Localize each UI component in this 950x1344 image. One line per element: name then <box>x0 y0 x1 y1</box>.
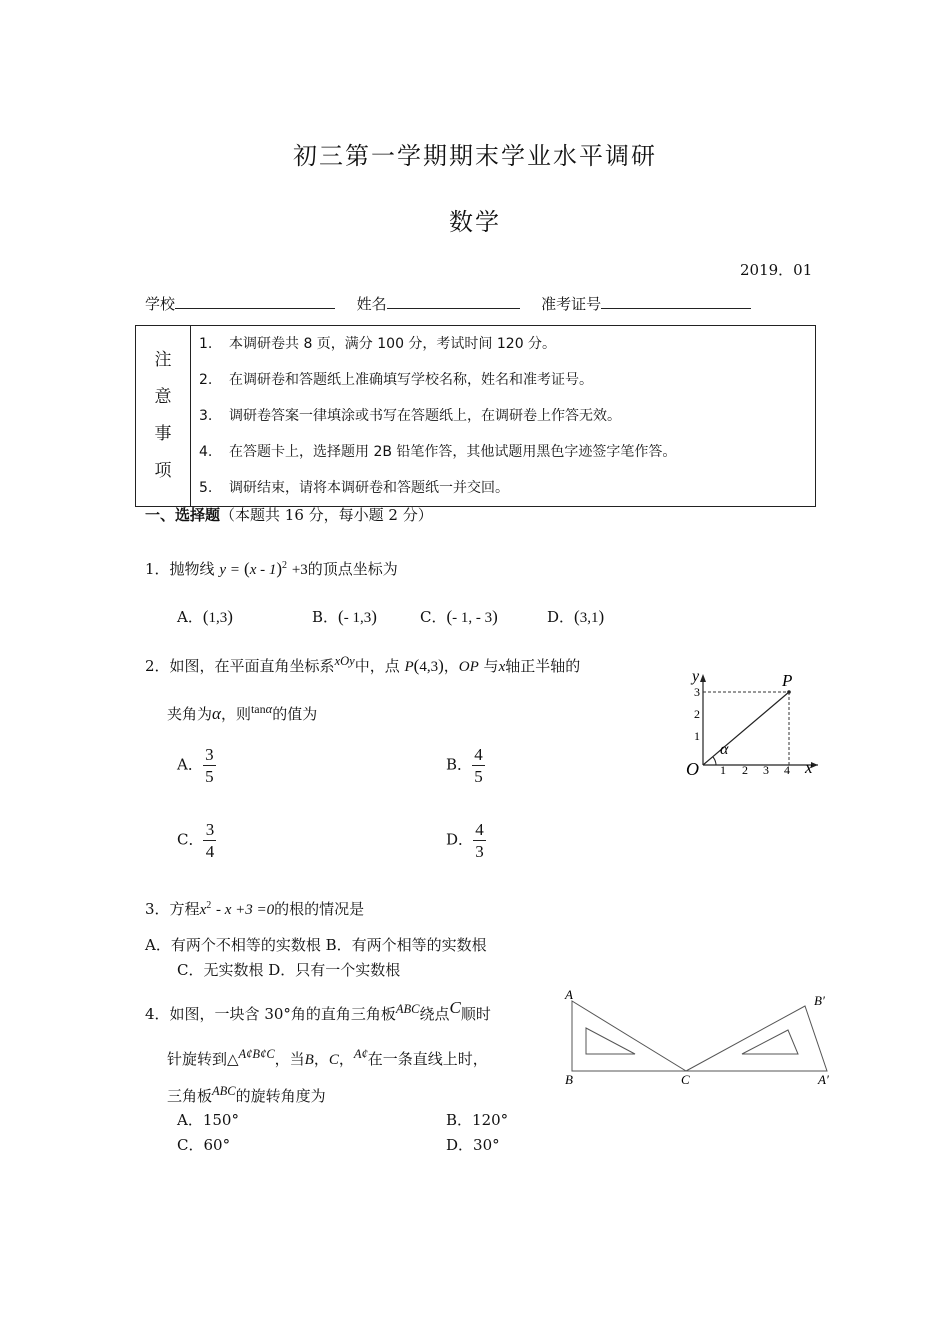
q4-option-b[interactable]: B．120° <box>446 1111 509 1129</box>
notice-box <box>135 325 816 507</box>
label-c: C <box>681 1072 690 1087</box>
p-label: P <box>782 671 793 690</box>
point-p <box>787 690 791 694</box>
q3-options-line1[interactable]: A．有两个不相等的实数根 B．有两个相等的实数根 <box>145 936 487 954</box>
subject-title: 数学 <box>449 208 501 236</box>
school-blank[interactable] <box>175 294 335 309</box>
section-heading: 一、选择题（本题共 16 分，每小题 2 分） <box>145 506 433 524</box>
label-b: B <box>565 1072 573 1087</box>
q4-triangle-figure <box>560 985 840 1090</box>
q2-option-d[interactable]: D． $\frac{4}{3}$ <box>446 820 486 861</box>
x-axis-label: x <box>805 758 813 777</box>
label-a-prime: A′ <box>818 1072 829 1087</box>
x-tick: 1 <box>720 763 726 777</box>
q1-option-b[interactable]: B．(- 1,3) <box>312 607 377 626</box>
q4-option-d[interactable]: D．30° <box>446 1136 500 1154</box>
question-4-line2: 针旋转到△$^{A¢B¢C}$，当B，C，$^{A¢}$在一条直线上时， <box>167 1047 488 1068</box>
x-tick: 3 <box>763 763 769 777</box>
y-tick: 2 <box>694 707 700 721</box>
exam-id-label: 准考证号 <box>541 295 602 313</box>
question-2-line2: 夹角为α，则$^{tan\alpha}$的值为 <box>167 702 318 723</box>
notice-label: 注 意 事 项 <box>136 326 191 507</box>
info-fields <box>145 293 751 314</box>
notice-item: 1. 本调研卷共 8 页，满分 100 分，考试时间 120 分。 <box>191 326 816 363</box>
x-tick: 2 <box>742 763 748 777</box>
q2-coordinate-figure <box>678 665 828 780</box>
q2-option-b[interactable]: B． $\frac{4}{5}$ <box>446 745 485 786</box>
q1-option-c[interactable]: C．(- 1, - 3) <box>420 607 498 626</box>
q1-option-d[interactable]: D．(3,1) <box>547 607 605 626</box>
question-4: 4．如图，一块含 30°角的直角三角板$^{ABC}$绕点$^C$顺时 <box>145 998 491 1023</box>
question-1: 1．抛物线 y = (x - 1)$^2$ +3的顶点坐标为 <box>145 559 398 578</box>
exam-title: 初三第一学期期末学业水平调研 <box>293 142 657 170</box>
notice-item: 5. 调研结束，请将本调研卷和答题纸一并交回。 <box>191 470 816 507</box>
exam-id-blank[interactable] <box>601 294 751 309</box>
name-blank[interactable] <box>387 294 520 309</box>
q1-option-a[interactable]: A．(1,3) <box>177 607 233 626</box>
alpha-label: α <box>720 741 729 758</box>
q4-option-c[interactable]: C．60° <box>177 1136 231 1154</box>
segment-op <box>703 692 789 765</box>
x-tick: 4 <box>784 763 790 777</box>
triangle-abc <box>572 1001 686 1071</box>
angle-arc <box>713 757 716 765</box>
y-axis-arrow <box>700 674 706 682</box>
y-tick: 1 <box>694 729 700 743</box>
question-4-line3: 三角板$^{ABC}$的旋转角度为 <box>167 1084 326 1105</box>
label-b-prime: B′ <box>814 993 825 1008</box>
triangle-rotated-hole <box>742 1030 798 1054</box>
school-label: 学校 <box>145 295 176 313</box>
triangle-a-prime-b-prime-c <box>686 1006 827 1071</box>
triangle-abc-hole <box>586 1028 635 1054</box>
question-3: 3．方程$x^2 - x +3 =0$的根的情况是 <box>145 900 365 918</box>
question-2: 2．如图，在平面直角坐标系$^{xOy}$中，点 P(4,3)，OP 与x轴正半轴的 <box>145 654 581 675</box>
q3-options-line2[interactable]: C．无实数根 D．只有一个实数根 <box>177 961 401 979</box>
q2-option-c[interactable]: C． $\frac{3}{4}$ <box>177 820 216 861</box>
y-axis-label: y <box>692 668 700 685</box>
q2-option-a[interactable]: A． $\frac{3}{5}$ <box>177 745 216 786</box>
q4-option-a[interactable]: A．150° <box>177 1111 239 1129</box>
origin-label: O <box>686 759 699 779</box>
notice-item: 4. 在答题卡上，选择题用 2B 铅笔作答，其他试题用黑色字迹签字笔作答。 <box>191 434 816 470</box>
notice-item: 3. 调研卷答案一律填涂或书写在答题纸上，在调研卷上作答无效。 <box>191 398 816 434</box>
exam-date: 2019．01 <box>740 261 813 279</box>
y-tick: 3 <box>694 685 700 699</box>
name-label: 姓名 <box>356 295 387 313</box>
label-a: A <box>565 987 573 1002</box>
notice-item: 2. 在调研卷和答题纸上准确填写学校名称，姓名和准考证号。 <box>191 362 816 398</box>
